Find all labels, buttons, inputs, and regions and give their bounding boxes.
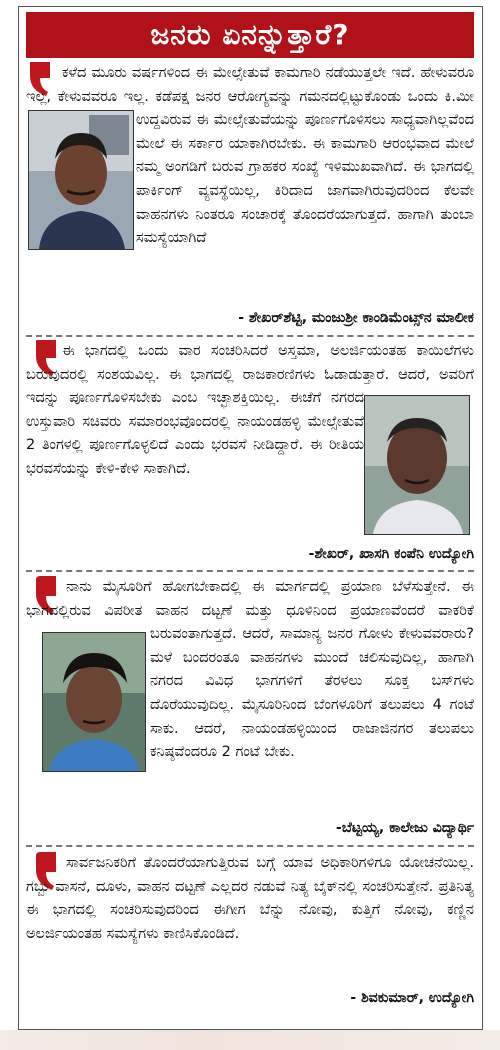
testimonial-2 [26,340,474,570]
header-banner [26,12,474,58]
testimonial-attribution: -ಬೆಟ್ಟಯ್ಯ, ಕಾಲೇಜು ವಿದ್ಯಾರ್ಥಿ [335,820,474,836]
header-title: ಜನರು ಏನನ್ನುತ್ತಾರೆ? [150,18,350,51]
testimonial-attribution: -ಶೇಖರ್, ಖಾಸಗಿ ಕಂಪೆನಿ ಉದ್ಯೋಗಿ [308,546,474,562]
testimonial-4 [26,852,474,1012]
testimonial-1 [26,62,474,334]
testimonial-text: ನಾನು ಮೈಸೂರಿಗೆ ಹೋಗಬೇಕಾದಲ್ಲಿ ಈ ಮಾರ್ಗದಲ್ಲಿ ಪ್ರಯಾಣ ಬೆಳೆಸುತ್ತೇನೆ. ಈ ಭಾಗದಲ್ಲಿರುವ ವಿಪರೀತ ವಾಹನ ದಟ್ಟಣೆ ಮತ್ತು ಧೂಳಿನಿಂದ ಪ್ರಯಾಣವೆಂದರೆ ವಾಕರಿಕೆ ಬರುವಂತಾಗುತ್ತದೆ. ಆದರೆ, ಸಾಮಾನ್ಯ ಜನರ ಗೋಳು ಕೇಳುವವರಾರು? ಮಳೆ ಬಂದರಂತೂ ವಾಹನಗಳು ಮುಂದೆ ಚಲಿಸುವುದಿಲ್ಲ, ಹಾಗಾಗಿ ನಗರದ ವಿವಿಧ ಭಾಗಗಳಿಗೆ ತೆರಳಲು ಸೂಕ್ತ ಬಸ್‌ಗಳು ದೊರೆಯುವುದಿಲ್ಲ. ಮೈಸೂರಿನಿಂದ ಬೆಂಗಳೂರಿಗೆ ತಲುಪಲು 4 ಗಂಟೆ ಸಾಕು. ಆದರೆ, ನಾಯಂಡಹಳ್ಳಿಯಿಂದ ರಾಜಾಜಿನಗರ ತಲುಪಲು ಕನಿಷ್ಠವೆಂದರೂ 2 ಗಂಟೆ ಬೇಕು. [26,579,474,761]
section-divider [26,335,474,337]
testimonial-3 [26,576,474,844]
testimonial-text: ಕಳೆದ ಮೂರು ವರ್ಷಗಳಿಂದ ಈ ಮೇಲ್ಸೇತುವೆ ಕಾಮಗಾರಿ ನಡೆಯುತ್ತಲೇ ಇದೆ. ಹೇಳುವರೂ ಇಲ್ಲ, ಕೇಳುವವರೂ ಇಲ್ಲ. ಕಡೆಪಕ್ಷ ಜನರ ಆರೋಗ್ಯವನ್ನು ಗಮನದಲ್ಲಿಟ್ಟುಕೊಂಡು ಒಂದು ಕಿ.ಮೀ ಉದ್ದವಿರುವ ಈ ಮೇಲ್ಸೇತುವೆಯನ್ನು ಪೂರ್ಣಗೊಳಿಸಲು ಸಾಧ್ಯವಾಗಿಲ್ಲವೆಂದ ಮೇಲೆ ಈ ಸರ್ಕಾರ ಯಾಕಾಗಿರಬೇಕು. ಈ ಕಾಮಗಾರಿ ಆರಂಭವಾದ ಮೇಲೆ ನಮ್ಮ ಅಂಗಡಿಗೆ ಬರುವ ಗ್ರಾಹಕರ ಸಂಖ್ಯೆ ಇಳಿಮುಖವಾಗಿದೆ. ಈ ಭಾಗದಲ್ಲಿ ಪಾರ್ಕಿಂಗ್ ವ್ಯವಸ್ಥೆಯಿಲ್ಲ, ಕಿರಿದಾದ ಜಾಗವಾಗಿರುವುದರಿಂದ ಕೆಲವೇ ವಾಹನಗಳು ನಿಂತರೂ ಸಂಚಾರಕ್ಕೆ ತೊಂದರೆಯಾಗುತ್ತದೆ. ಹಾಗಾಗಿ ತುಂಬಾ ಸಮಸ್ಯೆಯಾಗಿದೆ [26,65,474,247]
testimonial-text: ಸಾರ್ವಜನಿಕರಿಗೆ ತೊಂದರೆಯಾಗುತ್ತಿರುವ ಬಗ್ಗೆ ಯಾವ ಅಧಿಕಾರಿಗಳಿಗೂ ಯೋಚನೆಯಿಲ್ಲ. ಗಬ್ಬು ವಾಸನೆ, ದೂಳು, ವಾಹನ ದಟ್ಟಣೆ ಎಲ್ಲದರ ನಡುವೆ ನಿತ್ಯ ಬೈಕ್‌ನಲ್ಲಿ ಸಂಚರಿಸುತ್ತೇನೆ. ಪ್ರತಿನಿತ್ಯ ಈ ಭಾಗದಲ್ಲಿ ಸಂಚರಿಸುವುದರಿಂದ ಈಗೀಗ ಬೆನ್ನು ನೋವು, ಕುತ್ತಿಗೆ ನೋವು, ಕಣ್ಣಿನ ಅಲರ್ಜಿಯಂತಹ ಸಮಸ್ಯೆಗಳು ಕಾಣಿಸಿಕೊಂಡಿದೆ. [26,855,474,942]
page-bottom-band [0,1030,500,1050]
section-divider [26,845,474,847]
testimonial-text: ಈ ಭಾಗದಲ್ಲಿ ಒಂದು ವಾರ ಸಂಚರಿಸಿದರೆ ಅಸ್ತಮಾ, ಅಲರ್ಜಿಯಂತಹ ಕಾಯಿಲೆಗಳು ಬರುವುದರಲ್ಲಿ ಸಂಶಯವಿಲ್ಲ. ಈ ಭಾಗದಲ್ಲಿ ರಾಜಕಾರಣಿಗಳು ಓಡಾಡುತ್ತಾರೆ. ಆದರೆ, ಅವರಿಗೆ ಇದನ್ನು ಪೂರ್ಣಗೊಳಿಸಬೇಕು ಎಂಬ ಇಚ್ಛಾಶಕ್ತಿಯಿಲ್ಲ. ಈಚೆಗೆ ನಗರದ ಉಸ್ತುವಾರಿ ಸಚಿವರು ಸಮಾರಂಭವೊಂದರಲ್ಲಿ ನಾಯಂಡಹಳ್ಳಿ ಮೇಲ್ಸೇತುವೆ 2 ತಿಂಗಳಲ್ಲಿ ಪೂರ್ಣಗೊಳ್ಳಲಿದೆ ಎಂದು ಭರವಸೆ ನೀಡಿದ್ದಾರೆ. ಈ ರೀತಿಯ ಭರವಸೆಯನ್ನು ಕೇಳಿ-ಕೇಳಿ ಸಾಕಾಗಿದೆ. [26,343,474,477]
section-divider [26,570,474,572]
testimonial-attribution: - ಶೇಖರ್‌ಶೆಟ್ಟಿ, ಮಂಜುಶ್ರೀ ಕಾಂಡಿಮೆಂಟ್ಸ್‌ನ ಮಾಲೀಕ [238,310,474,326]
testimonial-attribution: - ಶಿವಕುಮಾರ್, ಉದ್ಯೋಗಿ [350,990,474,1006]
